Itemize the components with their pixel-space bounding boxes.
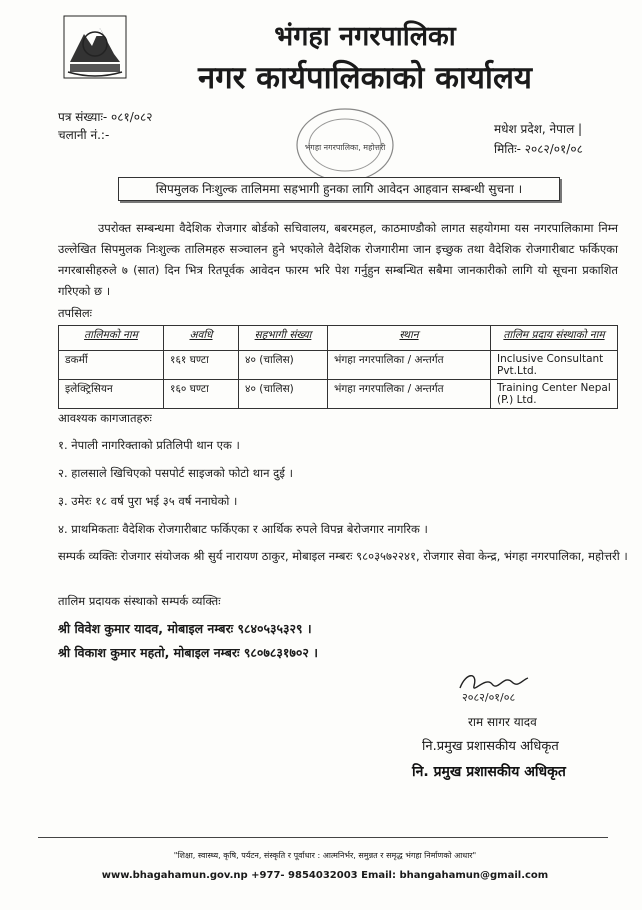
table-header: तालिमको नाम (59, 326, 164, 351)
office-stamp (282, 102, 408, 188)
documents-heading: आवश्यक कागजातहरुः (58, 411, 152, 425)
table-cell: Training Center Nepal (P.) Ltd. (491, 380, 618, 409)
government-emblem-icon (62, 14, 128, 80)
stamp-text: भंगहा नगरपालिका, महोत्तरी (304, 143, 386, 152)
table-cell: डकर्मी (59, 351, 164, 380)
footer-motto: "शिक्षा, स्वास्थ्य, कृषि, पर्यटन, संस्कृति र पूर्वाधार : आत्मनिर्भर, समुन्नत र समृद्ध भंगहा निर्माणको आधार" (173, 851, 477, 860)
office-name: नगर कार्यपालिकाको कार्यालय (198, 60, 532, 96)
table-row (59, 380, 618, 409)
signature-date: २०८२/०१/०८ (462, 691, 516, 704)
signatory-name: राम सागर यादव (468, 715, 537, 729)
letter-number: पत्र संख्याः- ०८१/०८२ (58, 110, 153, 124)
provider-contact: श्री विकाश कुमार महतो, मोबाइल नम्बरः ९८०७८३१७०२ । (58, 645, 318, 660)
footer-contact: www.bhagahamun.gov.np +977- 9854032003 Email: bhangahamun@gmail.com (101, 870, 549, 881)
document-item: ४. प्राथमिकताः वैदेशिक रोजगारीबाट फर्किएका र आर्थिक रुपले विपन्न बेरोजगार नागरिक । (58, 522, 428, 536)
table-header-row (59, 326, 618, 351)
table-cell: १६० घण्टा (164, 380, 239, 409)
provider-contact-heading: तालिम प्रदायक संस्थाको सम्पर्क व्यक्तिः (58, 594, 221, 608)
municipality-name: भंगहा नगरपालिका (274, 21, 456, 52)
table-cell: ४० (चालिस) (239, 351, 328, 380)
document-item: २. हालसाले खिचिएको पसपोर्ट साइजको फोटो थान दुई । (58, 466, 293, 480)
table-cell: भंगहा नगरपालिका / अन्तर्गत (328, 351, 491, 380)
letter-date: मितिः- २०८२/०१/०८ (494, 142, 583, 156)
table-cell: Inclusive Consultant Pvt.Ltd. (491, 351, 618, 380)
table-header: स्थान (328, 326, 491, 351)
signatory-title: नि.प्रमुख प्रशासकीय अधिकृत (422, 739, 559, 754)
table-header: अवधि (164, 326, 239, 351)
training-table (58, 325, 618, 409)
dispatch-number: चलानी नं.:- (58, 128, 110, 142)
document-item: ३. उमेरः १८ वर्ष पुरा भई ३५ वर्ष ननाघेको । (58, 494, 238, 508)
details-label: तपसिलः (58, 306, 92, 320)
document-item: १. नेपाली नागरिक्ताको प्रतिलिपी थान एक । (58, 438, 240, 452)
province-label: मधेश प्रदेश, नेपाल | (494, 122, 583, 136)
contact-person: सम्पर्क व्यक्तिः रोजगार संयोजक श्री सुर्य नारायण ठाकुर, मोबाइल नम्बरः ९८०३५७२२४१, रोजगार सेवा केन्द्र, भंगहा नगरपालिका, महोत्तरी । (58, 549, 628, 563)
footer-divider (38, 837, 608, 838)
table-cell: इलेक्ट्रिसियन (59, 380, 164, 409)
table-cell: भंगहा नगरपालिका / अन्तर्गत (328, 380, 491, 409)
seal-title: नि. प्रमुख प्रशासकीय अधिकृत (412, 764, 566, 780)
table-cell: ४० (चालिस) (239, 380, 328, 409)
table-row (59, 351, 618, 380)
table-header: तालिम प्रदाय संस्थाको नाम (491, 326, 618, 351)
subject-line: सिपमुलक निःशुल्क तालिममा सहभागी हुनका लागि आवेदन आहवान सम्बन्धी सुचना । (118, 177, 560, 201)
table-header: सहभागी संख्या (239, 326, 328, 351)
body-paragraph: उपरोक्त सम्बन्धमा वैदेशिक रोजगार बोर्डको सचिवालय, बबरमहल, काठमाण्डौको लागत सहयोगमा यस नगरपालिकामा निम्न उल्लेखित सिपमुलक निःशुल्क तालिमहरु सञ्चालन हुने भएकोले वैदेशिक रोजगारीमा जान इच्छुक तथा वैदेशिक रोजगारीबाट फर्किएका नगरबासीहरुले ७ (सात) दिन भित्र रितपूर्वक आवेदन फारम भरि पेश गर्नुहुन सम्बन्धित सबैमा जानकारीको लागि यो सूचना प्रकाशित गरिएको छ । (58, 221, 618, 298)
provider-contact: श्री विवेश कुमार यादव, मोबाइल नम्बरः ९८४०५३५३२९ । (58, 621, 312, 636)
table-cell: १६१ घण्टा (164, 351, 239, 380)
